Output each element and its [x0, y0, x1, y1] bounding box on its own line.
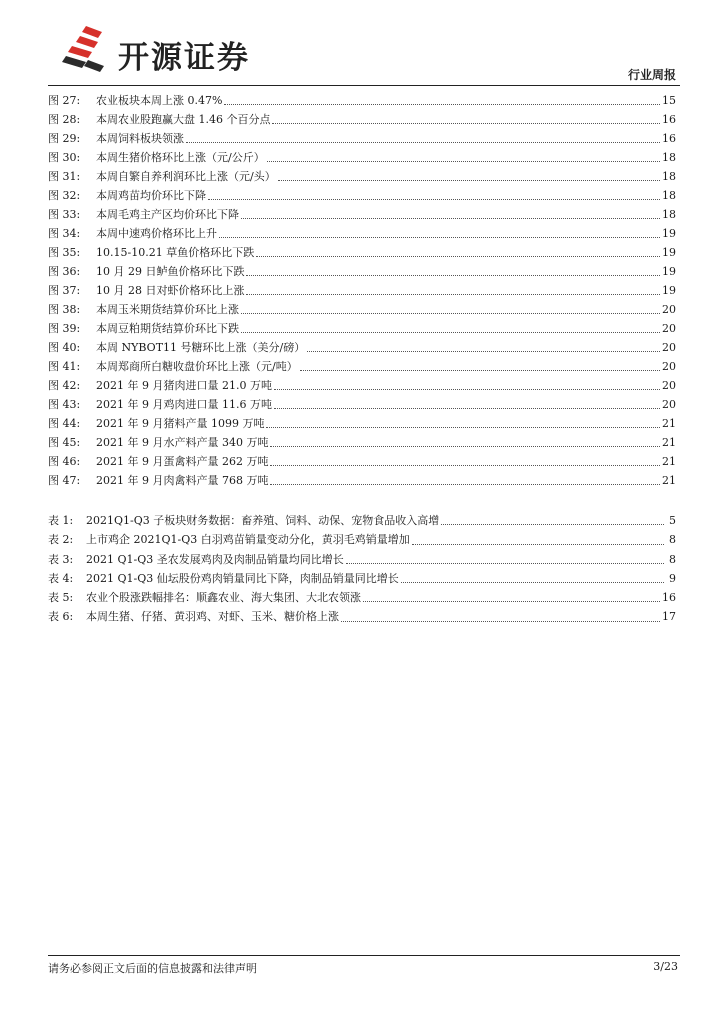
- toc-leader: [270, 483, 660, 485]
- toc-label: 图 32:: [48, 189, 81, 202]
- footer-page-number: 3/23: [653, 960, 678, 973]
- toc-label: 图 29:: [48, 132, 81, 145]
- toc-label: 图 34:: [48, 227, 81, 240]
- figure-entry[interactable]: [48, 338, 676, 357]
- toc-title: 2021 Q1-Q3 圣农发展鸡肉及肉制品销量均同比增长: [86, 552, 344, 566]
- toc-leader: [224, 103, 660, 105]
- toc-page: 18: [662, 189, 676, 202]
- toc-leader: [246, 274, 660, 276]
- figure-entry[interactable]: [48, 129, 676, 148]
- toc-title: 本周饲料板块领涨: [96, 132, 184, 145]
- toc-label: 表 5:: [48, 591, 74, 605]
- figure-entry[interactable]: [48, 452, 676, 471]
- toc-leader: [186, 141, 660, 143]
- toc-page: 20: [662, 322, 676, 335]
- table-entry[interactable]: [48, 511, 676, 530]
- toc-title: 2021 Q1-Q3 仙坛股份鸡肉销量同比下降，肉制品销量同比增长: [86, 571, 399, 585]
- figure-entry[interactable]: [48, 91, 676, 110]
- toc-leader: [208, 198, 660, 200]
- page-header: [48, 14, 680, 84]
- toc-page: 20: [662, 379, 676, 392]
- toc-title: 2021 年 9 月水产料产量 340 万吨: [96, 436, 269, 449]
- toc-page: 19: [662, 227, 676, 240]
- toc-page: 17: [662, 610, 676, 624]
- figure-entry[interactable]: [48, 167, 676, 186]
- toc-title: 上市鸡企 2021Q1-Q3 白羽鸡苗销量变动分化，黄羽毛鸡销量增加: [86, 533, 410, 547]
- table-entry[interactable]: [48, 607, 676, 626]
- toc-label: 图 35:: [48, 246, 81, 259]
- toc-label: 图 44:: [48, 417, 81, 430]
- header-divider: [48, 85, 680, 86]
- toc-leader: [246, 293, 660, 295]
- figure-entry[interactable]: [48, 471, 676, 490]
- figure-entry[interactable]: [48, 110, 676, 129]
- toc-label: 图 43:: [48, 398, 81, 411]
- figure-entry[interactable]: [48, 300, 676, 319]
- toc-label: 图 41:: [48, 360, 81, 373]
- toc-title: 本周农业股跑赢大盘 1.46 个百分点: [96, 113, 271, 126]
- toc-title: 本周生猪价格环比上涨（元/公斤）: [96, 151, 265, 164]
- toc-leader: [267, 160, 660, 162]
- toc-leader: [266, 426, 660, 428]
- figure-entry[interactable]: [48, 205, 676, 224]
- table-entry[interactable]: [48, 530, 676, 549]
- toc-label: 图 27:: [48, 94, 81, 107]
- toc-title: 本周生猪、仔猪、黄羽鸡、对虾、玉米、糖价格上涨: [86, 610, 339, 624]
- toc-title: 10.15-10.21 草鱼价格环比下跌: [96, 246, 255, 259]
- toc-page: 20: [662, 303, 676, 316]
- table-entry[interactable]: [48, 569, 676, 588]
- figure-entry[interactable]: [48, 186, 676, 205]
- toc-title: 2021 年 9 月蛋禽料产量 262 万吨: [96, 455, 269, 468]
- toc-leader: [270, 445, 660, 447]
- toc-leader: [346, 562, 664, 564]
- toc-page: 21: [662, 455, 676, 468]
- toc-page: 8: [669, 533, 676, 547]
- toc-title: 2021 年 9 月猪肉进口量 21.0 万吨: [96, 379, 272, 392]
- toc-page: 19: [662, 284, 676, 297]
- figure-list: [48, 91, 676, 490]
- toc-leader: [241, 217, 660, 219]
- toc-page: 21: [662, 436, 676, 449]
- toc-page: 21: [662, 474, 676, 487]
- figure-entry[interactable]: [48, 281, 676, 300]
- toc-leader: [272, 122, 660, 124]
- toc-leader: [363, 600, 660, 602]
- toc-leader: [219, 236, 660, 238]
- figure-entry[interactable]: [48, 433, 676, 452]
- figure-entry[interactable]: [48, 395, 676, 414]
- toc-title: 农业个股涨跌幅排名：顺鑫农业、海大集团、大北农领涨: [86, 591, 361, 605]
- toc-page: 15: [662, 94, 676, 107]
- footer-disclaimer: 请务必参阅正文后面的信息披露和法律声明: [48, 962, 257, 975]
- figure-entry[interactable]: [48, 224, 676, 243]
- table-entry[interactable]: [48, 588, 676, 607]
- toc-title: 2021 年 9 月肉禽料产量 768 万吨: [96, 474, 269, 487]
- toc-page: 5: [669, 514, 676, 527]
- toc-label: 图 45:: [48, 436, 81, 449]
- toc-page: 18: [662, 208, 676, 221]
- toc-leader: [307, 350, 660, 352]
- toc-leader: [300, 369, 660, 371]
- toc-page: 18: [662, 170, 676, 183]
- toc-title: 本周豆粕期货结算价环比下跌: [96, 322, 239, 335]
- toc-label: 表 1:: [48, 514, 74, 527]
- toc-title: 2021 年 9 月鸡肉进口量 11.6 万吨: [96, 398, 272, 411]
- toc-leader: [278, 179, 660, 181]
- toc-label: 表 6:: [48, 610, 74, 624]
- toc-leader: [441, 523, 664, 525]
- toc-label: 图 46:: [48, 455, 81, 468]
- toc-label: 图 40:: [48, 341, 81, 354]
- figure-entry[interactable]: [48, 357, 676, 376]
- toc-title: 本周郑商所白糖收盘价环比上涨（元/吨）: [96, 360, 298, 373]
- toc-title: 本周毛鸡主产区均价环比下降: [96, 208, 239, 221]
- toc-leader: [341, 620, 660, 622]
- toc-page: 16: [662, 132, 676, 145]
- toc-leader: [412, 543, 664, 545]
- table-list: [48, 511, 676, 627]
- toc-page: 20: [662, 341, 676, 354]
- toc-title: 10 月 28 日对虾价格环比上涨: [96, 284, 245, 297]
- toc-label: 图 33:: [48, 208, 81, 221]
- report-type-label: 行业周报: [627, 68, 676, 82]
- toc-title: 2021 年 9 月猪料产量 1099 万吨: [96, 417, 265, 430]
- figure-entry[interactable]: [48, 243, 676, 262]
- table-entry[interactable]: [48, 550, 676, 569]
- toc-label: 图 31:: [48, 170, 81, 183]
- toc-label: 表 4:: [48, 571, 74, 585]
- toc-page: 16: [662, 113, 676, 126]
- toc-label: 图 38:: [48, 303, 81, 316]
- toc-page: 9: [669, 571, 676, 585]
- toc-page: 20: [662, 360, 676, 373]
- toc-label: 图 39:: [48, 322, 81, 335]
- toc-label: 图 28:: [48, 113, 81, 126]
- toc-label: 图 37:: [48, 284, 81, 297]
- toc-page: 16: [662, 591, 676, 605]
- toc-title: 本周 NYBOT11 号糖环比上涨（美分/磅）: [96, 341, 306, 354]
- toc-title: 本周玉米期货结算价环比上涨: [96, 303, 239, 316]
- toc-page: 8: [669, 552, 676, 566]
- figure-entry[interactable]: [48, 148, 676, 167]
- toc-title: 2021Q1-Q3 子板块财务数据：畜养殖、饲料、动保、宠物食品收入高增: [86, 514, 440, 527]
- toc-page: 18: [662, 151, 676, 164]
- toc-leader: [401, 581, 664, 583]
- toc-title: 本周鸡苗均价环比下降: [96, 189, 206, 202]
- toc-leader: [270, 464, 660, 466]
- toc-leader: [274, 388, 660, 390]
- toc-title: 本周中速鸡价格环比上升: [96, 227, 217, 240]
- toc-page: 21: [662, 417, 676, 430]
- figure-entry[interactable]: [48, 414, 676, 433]
- toc-leader: [256, 255, 660, 257]
- toc-leader: [274, 407, 660, 409]
- toc-title: 农业板块本周上涨 0.47%: [96, 94, 223, 107]
- toc-title: 10 月 29 日鲈鱼价格环比下跌: [96, 265, 245, 278]
- footer-divider: [48, 955, 680, 956]
- brand-name: 开源证券: [118, 40, 250, 76]
- kaiyuan-logo-icon: [58, 22, 108, 74]
- figure-entry[interactable]: [48, 262, 676, 281]
- toc-label: 图 36:: [48, 265, 81, 278]
- toc-label: 表 3:: [48, 552, 74, 566]
- toc-label: 图 47:: [48, 474, 81, 487]
- toc-label: 表 2:: [48, 533, 74, 547]
- toc-leader: [241, 312, 660, 314]
- toc-leader: [241, 331, 660, 333]
- figure-entry[interactable]: [48, 376, 676, 395]
- toc-title: 本周自繁自养利润环比上涨（元/头）: [96, 170, 276, 183]
- toc-page: 19: [662, 265, 676, 278]
- figure-entry[interactable]: [48, 319, 676, 338]
- toc-page: 19: [662, 246, 676, 259]
- toc-label: 图 30:: [48, 151, 81, 164]
- toc-page: 20: [662, 398, 676, 411]
- toc-label: 图 42:: [48, 379, 81, 392]
